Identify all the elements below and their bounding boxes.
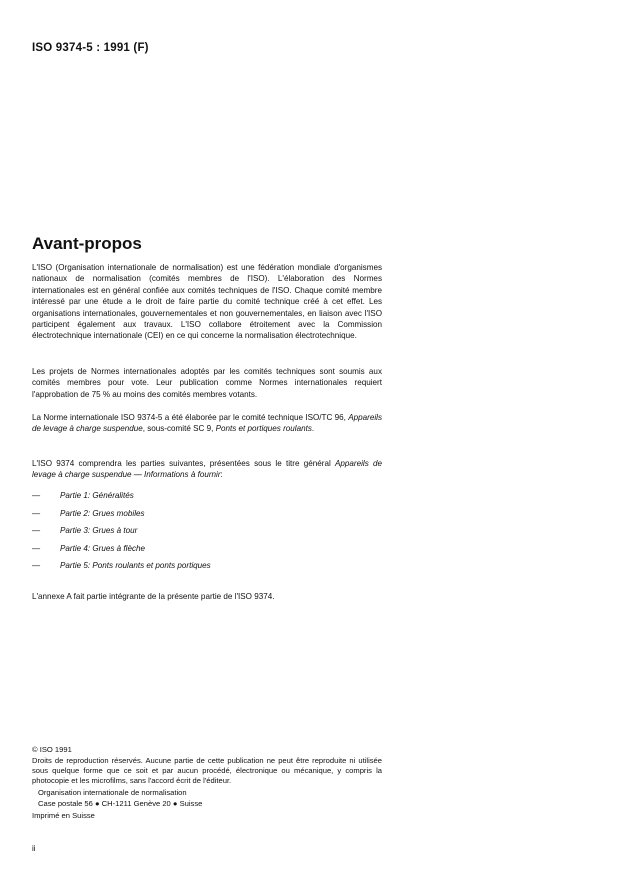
list-item-text: Partie 1: Généralités xyxy=(60,491,134,500)
list-item xyxy=(32,560,382,578)
list-item xyxy=(32,525,382,543)
paragraph-iso-description: L'ISO (Organisation internationale de normalisation) est une fédération mondiale d'organismes nationaux de normalisation (comités membres de l'ISO). L'élaboration des Normes internationales est en général confiée aux comités techniques de l'ISO. Chaque comité membre intéressé par une étude a le droit de faire partie du comité technique créé à cet effet. Les organisations internationales, gouvernementales et non gouvernementales, en liaison avec l'ISO participent également aux travaux. L'ISO collabore étroitement avec la Commission électrotechnique internationale (CEI) en ce qui concerne la normalisation électrotechnique. xyxy=(32,263,382,341)
list-dash: — xyxy=(32,526,41,535)
list-dash: — xyxy=(32,543,41,553)
list-item-text: Partie 5: Ponts roulants et ponts portiques xyxy=(60,561,211,570)
general-title: Appareils de levage à charge suspendue — Informations à fournir xyxy=(32,459,383,480)
list-dash: — xyxy=(32,508,41,518)
parts-intro-end: : xyxy=(220,470,223,480)
committee-title: Appareils de levage à charge suspendue xyxy=(32,413,382,434)
section-title: Avant-propos xyxy=(32,234,142,253)
list-item-text: Partie 4: Grues à flèche xyxy=(60,543,146,553)
standard-reference: ISO 9374-5 : 1991 (F) xyxy=(32,42,149,54)
copyright-notice: © ISO 1991 xyxy=(32,745,72,754)
printed-notice: Imprimé en Suisse xyxy=(32,811,95,820)
committee-text-mid: , sous-comité SC 9, xyxy=(142,424,214,434)
list-item-text: Partie 2: Grues mobiles xyxy=(60,508,145,518)
page-number: ii xyxy=(32,844,36,853)
committee-text-end: . xyxy=(311,424,315,434)
list-dash: — xyxy=(32,561,41,570)
rights-notice: Droits de reproduction réservés. Aucune partie de cette publication ne peut être reproduite ni utilisée sous quelque forme que ce soit et par aucun procédé, électronique ou mécanique, y compris la photocopie et les microfilms, sans l'accord écrit de l'éditeur. xyxy=(32,756,382,786)
parts-intro-text: L'ISO 9374 comprendra les parties suivantes, présentées sous le titre général xyxy=(32,459,331,468)
parts-list xyxy=(32,490,382,578)
list-item xyxy=(32,490,382,508)
organisation-name: Organisation internationale de normalisation xyxy=(38,788,187,797)
list-dash: — xyxy=(32,491,41,500)
paragraph-committee xyxy=(32,412,382,435)
list-item xyxy=(32,508,382,526)
paragraph-voting: Les projets de Normes internationales adoptés par les comités techniques sont soumis aux comités membres pour vote. Leur publication comme Normes internationales requiert l'approbation de 75 % au moins des comités membres votants. xyxy=(32,367,382,399)
paragraph-parts-intro xyxy=(32,458,382,481)
postal-address: Case postale 56 ● CH-1211 Genève 20 ● Suisse xyxy=(38,799,203,808)
list-item xyxy=(32,543,382,561)
subcommittee-title: Ponts et portiques roulants xyxy=(215,424,312,434)
list-item-text: Partie 3: Grues à tour xyxy=(60,526,138,535)
paragraph-annex: L'annexe A fait partie intégrante de la présente partie de l'ISO 9374. xyxy=(32,592,275,601)
committee-text: La Norme internationale ISO 9374-5 a été élaborée par le comité technique ISO/TC 96, xyxy=(32,413,346,422)
